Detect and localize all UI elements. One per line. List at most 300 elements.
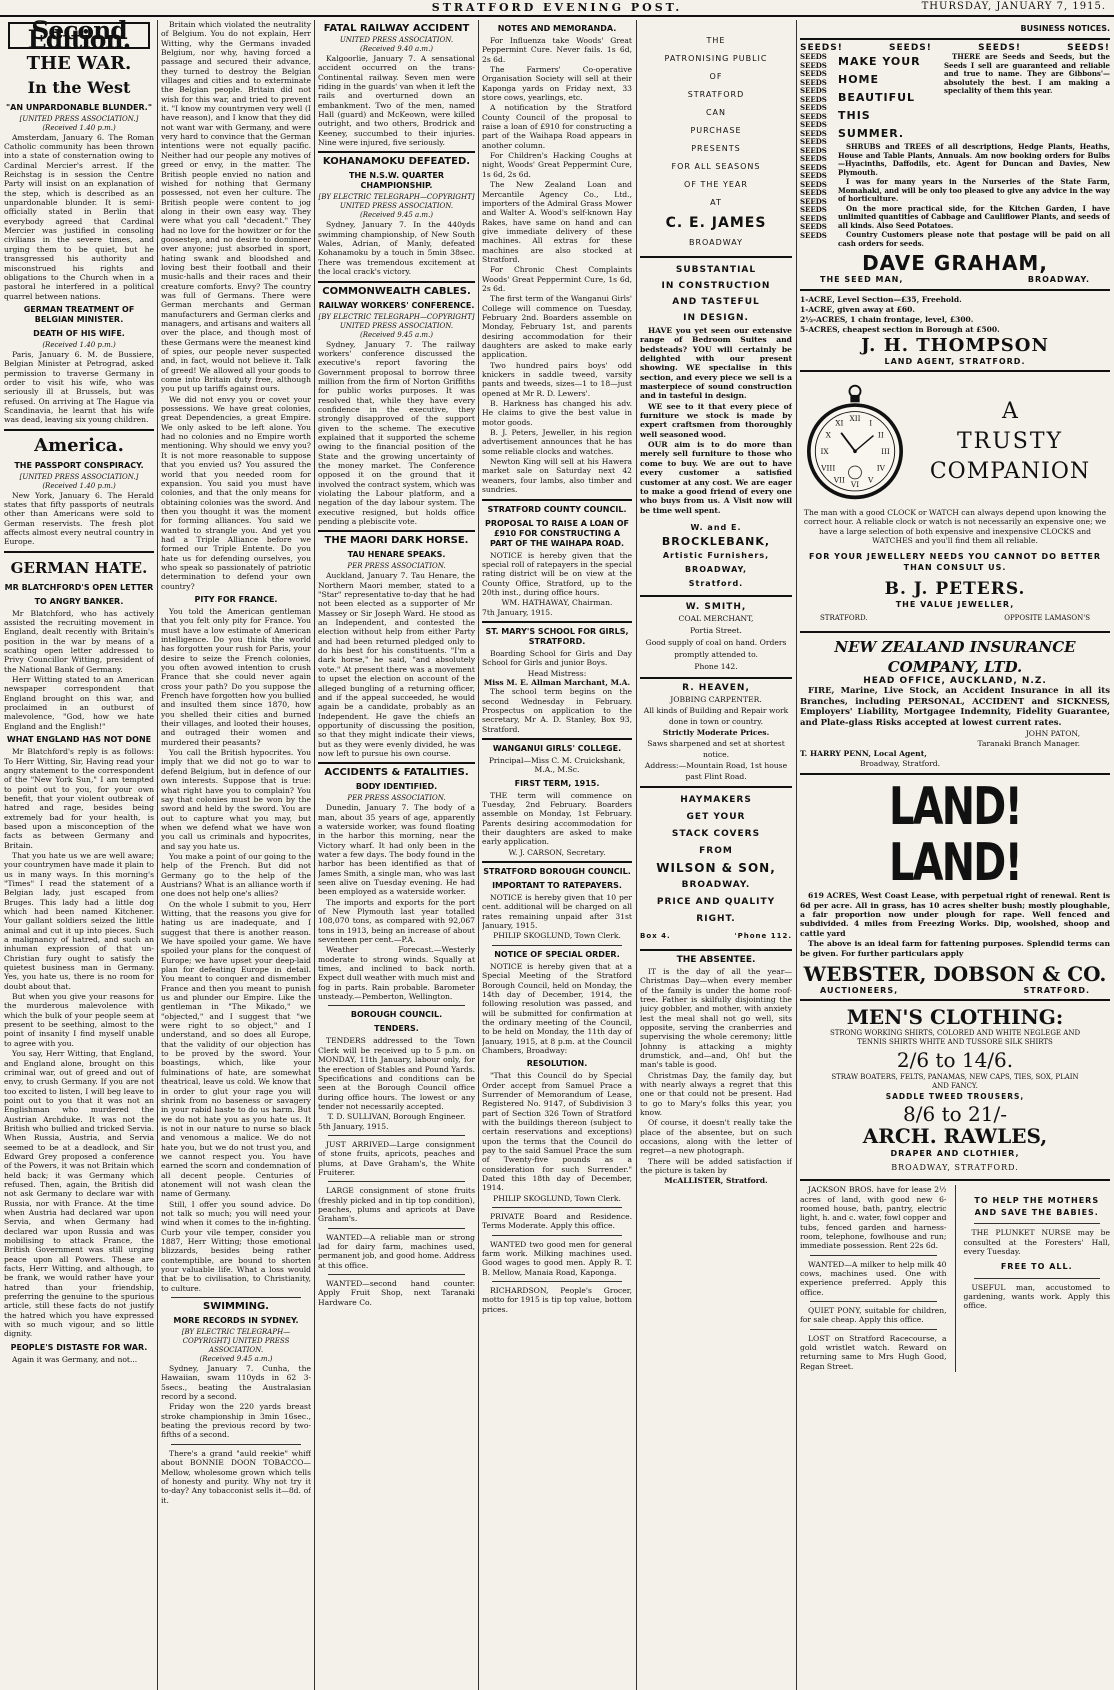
subheading: "AN UNPARDONABLE BLUNDER."	[5, 102, 152, 112]
lot-line: 5-ACRES, cheapest section in Borough at £500.	[800, 324, 1000, 334]
article-paragraph: Paris, January 6. M. de Bussiere, Belgian Minister at Petrograd, asked permission to traverse Germany in order to visit his wife, who was seriously ill at Brussels, but was refused. On arriving at The Hague via Scandinavia, he learnt that his wife was dead, leaving six young children.	[4, 349, 154, 425]
article-paragraph: On the whole I submit to you, Herr Witting, that the reasons you give for hating us are inadequate, and I suggest that there is another reason. We have spoiled your game. We have spoiled your plans for the conquest of Europe; we have upset your deep-laid plan for defeating Europe in detail. You meant to conquer and dismember France and then you meant to punish us and plunder our Empire. Like the gentleman in "The Mikado," we "objected," and I suggest that "we were right to so object," and I understand, and so does all Europe, that the validity of our objection has to be proved by the sword. Your boastings, which, like your fulminations of hate, are somewhat theatrical, leave us cold. We know that in order to glut your rage you will shrink from no baseness or savagery in your rabid haste to do us harm. But we do not hate you as you hate us. It is not in our nature to nurse so black and venomous a malice. We do not hate you, but we do not trust you, and we cannot respect you. You have earned the scorn and condemnation of all decent people. Centuries of atonement will not wash clean the name of Germany.	[161, 899, 311, 1199]
ad-line: OF	[709, 72, 723, 81]
thompson-sub: LAND AGENT, STRATFORD.	[884, 356, 1026, 366]
ad-line: Phone 142.	[694, 661, 738, 671]
divider	[800, 631, 1110, 633]
ad-line: PRICE AND QUALITY	[656, 896, 776, 907]
business-notices-header: BUSINESS NOTICES.	[1020, 24, 1110, 33]
ad-line: COMPANION	[929, 459, 1091, 485]
subheading: STRATFORD BOROUGH COUNCIL.	[483, 867, 631, 877]
press-credit: [UNITED PRESS ASSOCIATION.]	[19, 472, 139, 481]
headline-accidents: ACCIDENTS & FATALITIES.	[324, 767, 469, 779]
column-4	[482, 20, 632, 1690]
lot-line: 2½-ACRES, 1 chain frontage, level, £300.	[800, 314, 974, 324]
divider	[4, 551, 154, 553]
seeds-word: SEEDS	[800, 69, 827, 79]
notice-paragraph: NOTICE is hereby given that at a Special Meeting of the Stratford Borough Council, held on Monday, the 14th day of December, 1914, the following resolution was passed, and will be submitted for confirmation at the ordinary meeting of the Council, to be held on Monday, the 11th day of January, 1915, at 8 p.m. at the Council Chambers, Broadway:	[482, 961, 632, 1055]
svg-text:VII: VII	[833, 475, 845, 485]
ad-line: JOHN PATON,	[1025, 729, 1080, 739]
notice-date: 7th January, 1915.	[482, 607, 553, 617]
ad-line: W. and E.	[690, 522, 742, 532]
ad-line: TRUSTY	[956, 429, 1064, 455]
seeds-word: SEEDS	[800, 205, 827, 215]
ad-line: SUBSTANTIAL	[675, 265, 757, 275]
trousers-price: 8/6 to 21/-	[903, 1102, 1007, 1127]
nz-insurance-agent: T. HARRY PENN, Local Agent,	[800, 749, 927, 759]
ad-line: CAN	[705, 108, 727, 117]
divider	[974, 1223, 1101, 1224]
article-paragraph: Kalgoorlie, January 7. A sensational accident occurred on the trans-Continental railway. Seven men were riding in the guards' van when it left the rails and overturned down an embankment. Two of the men, named Hall (guard) and McKeown, were killed outright, and two others, Brodrick and Keeney, succumbed to their injuries. Nine were injured, five seriously.	[318, 54, 475, 148]
ad-line: OPPOSITE LAMASON'S	[1004, 613, 1090, 622]
signature: PHILIP SKOGLUND, Town Clerk.	[493, 1193, 621, 1203]
divider	[328, 1005, 465, 1006]
seeds-word: SEEDS	[800, 188, 827, 198]
ad-line: IN CONSTRUCTION	[661, 281, 771, 291]
notice-date: 5th January, 1915.	[318, 1121, 389, 1131]
substantial-headline	[640, 262, 792, 326]
masthead-date: THURSDAY, JANUARY 7, 1915.	[921, 1, 1106, 12]
divider	[492, 1281, 622, 1282]
ad-line: BROADWAY.	[681, 879, 751, 890]
seeds-word: SEEDS	[800, 154, 827, 164]
divider	[328, 1274, 465, 1275]
ad-line: BROADWAY,	[684, 564, 748, 574]
lot-line: 1-ACRE, given away at £60.	[800, 304, 915, 314]
subheading: Head Mistress:	[527, 668, 587, 678]
signature: WM. HATHAWAY, Chairman.	[501, 598, 613, 608]
ad-line: STACK COVERS	[671, 828, 761, 839]
mens-trousers: SADDLE TWEED TROUSERS,	[885, 1092, 1025, 1102]
received-time: (Received 9.45 a.m.)	[359, 211, 434, 220]
divider	[800, 773, 1110, 775]
ad-line: Saws sharpened and set at shortest notice.	[647, 738, 785, 759]
divider	[171, 1297, 301, 1298]
seeds-word: SEEDS	[800, 120, 827, 130]
divider	[482, 499, 632, 501]
nz-insurance-paragraph: FIRE, Marine, Live Stock, an Accident Insurance in all its Branches, including PERSONAL, ACCIDENT and SICKNESS, Employers' Liability, Mortgagee Indemnity, Fidelity Guarantee, and Plate-glass Risks accepted at lowest current rates.	[800, 686, 1110, 728]
divider	[974, 1278, 1101, 1279]
mens-price: 2/6 to 14/6.	[896, 1048, 1014, 1073]
ad-line: All kinds of Building and Repair work done in town or country.	[643, 705, 789, 726]
divider	[328, 1228, 465, 1229]
ad-line: STRATFORD	[687, 90, 745, 99]
seeds-word: SEEDS	[800, 77, 827, 87]
notice-paragraph: TENDERS addressed to the Town Clerk will be received up to 5 p.m. on MONDAY, 11th January, labour only, for the erection of Stables and Pound Yards. Specifications and conditions can be seen at the Borough Council office during office hours. The lowest or any tender not necessarily accepted.	[318, 1036, 475, 1111]
photographer-name: McALLISTER, Stratford.	[664, 1176, 768, 1186]
note-paragraph: For Influenza take Woods' Great Peppermint Cure. Never fails. 1s 6d, 2s 6d.	[482, 36, 632, 64]
press-credit: [BY ELECTRIC TELEGRAPH—COPYRIGHT] UNITED PRESS ASSOCIATION.	[318, 312, 475, 330]
press-credit: PER PRESS ASSOCIATION.	[347, 562, 446, 571]
divider	[482, 738, 632, 740]
ad-line: BROADWAY.	[1027, 275, 1090, 285]
divider	[328, 1135, 465, 1136]
seeds-word: SEEDS	[800, 103, 827, 113]
seeds-ad	[800, 53, 1110, 249]
divider	[640, 677, 792, 679]
subheading: TAU HENARE SPEAKS.	[347, 550, 446, 560]
received-time: (Received 9.45 a.m.)	[359, 330, 434, 339]
ad-paragraph: Christmas Day, the family day, but with nearly always a regret that this one or that could not be present. Had to go to Mary's folks this year, you know.	[640, 1070, 792, 1118]
trusty-companion-ad	[800, 376, 1110, 508]
seeds-left-column	[800, 53, 838, 249]
ad-line: PRESENTS	[691, 144, 741, 153]
headline-the-war: THE WAR.	[26, 52, 132, 74]
subheading: TENDERS.	[374, 1024, 419, 1034]
ad-paragraph: Of course, it doesn't really take the place of the absentee, but on such occasions, along with the letter of regret—a new photograph.	[640, 1118, 792, 1156]
classified-ad: LARGE consignment of stone fruits (freshly picked and in tip top condition), peaches, plums and apricots at Dave Graham's.	[318, 1186, 475, 1224]
advertiser-name: R. HEAVEN,	[682, 682, 750, 693]
received-time: (Received 9.45 a.m.)	[199, 1355, 273, 1364]
small-ads-left	[800, 1185, 947, 1372]
article-paragraph: Mr Blatchford, who has actively assisted the recruiting movement in England, dealt recently with Britain's position in the war by means of a scathing open letter addressed to Privy Councillor Witting, president of the National Bank of Germany.	[4, 608, 154, 674]
seeds-word: SEEDS	[800, 52, 827, 62]
column-2	[161, 20, 311, 1690]
ad-line: THE	[706, 36, 726, 45]
subheading: MORE RECORDS IN SYDNEY.	[173, 1316, 299, 1326]
seeds-word: SEEDS	[800, 222, 827, 232]
headline-maori-dark-horse: THE MAORI DARK HORSE.	[324, 535, 469, 547]
article-paragraph: Amsterdam, January 6. The Roman Catholic community has been thrown into a state of consternation owing to Cardinal Mercier's arrest. If the Reichstag is in session the Centre Party will insist on an explanation of the step, which is described as an unpardonable blunder. It is semi-officially stated in Berlin that everybody agreed that Cardinal Mercier was justified in consoling civilians in the severe times, and urging them to be quiet, but he transgressed his authority and misconstrued his rights and obligations to the Church when in a pastoral he interfered in a political quarrel between nations.	[4, 132, 154, 301]
ad-line: AT	[710, 198, 722, 207]
rawles-sub: DRAPER AND CLOTHIER,	[890, 1149, 1020, 1159]
ad-line: COAL MERCHANT,	[678, 613, 754, 623]
subheading: PEOPLE'S DISTASTE FOR WAR.	[10, 1342, 148, 1352]
signature: T. D. SULLIVAN, Borough Engineer.	[327, 1112, 466, 1122]
subheading: PROPOSAL TO RAISE A LOAN OF £910 FOR CONSTRUCTING A PART OF THE WAIHAPA ROAD.	[484, 518, 630, 548]
press-credit: UNITED PRESS ASSOCIATION.	[339, 36, 454, 44]
divider	[4, 429, 154, 431]
ad-line: STRATFORD.	[1023, 985, 1090, 995]
divider	[482, 861, 632, 863]
advertiser-name: C. E. JAMES	[665, 215, 767, 231]
press-credit: [BY ELECTRIC TELEGRAPH—COPYRIGHT] UNITED PRESS ASSOCIATION.	[181, 1328, 291, 1355]
headline-in-the-west: In the West	[27, 77, 131, 97]
nz-insurance-sub: HEAD OFFICE, AUCKLAND, N.Z.	[863, 676, 1047, 687]
svg-text:V: V	[868, 475, 874, 485]
seeds-paragraph: Country Customers please note that postage will be paid on all cash orders for seeds.	[838, 230, 1110, 248]
ad-paragraph: WE see to it that every piece of furniture we stock is made by expert craftsmen from thoroughly well seasoned wood.	[640, 401, 792, 439]
divider	[810, 1301, 937, 1302]
divider	[492, 1235, 622, 1236]
ad-line: A	[1002, 399, 1018, 425]
divider	[318, 530, 475, 532]
advertiser-street: BROADWAY	[688, 238, 744, 247]
ad-line: GET YOUR	[686, 811, 746, 822]
svg-text:XI: XI	[835, 418, 844, 428]
svg-text:II: II	[877, 430, 884, 440]
ad-line: STRATFORD.	[820, 613, 868, 622]
headline-kahanamoku: KOHANAMOKU DEFEATED.	[322, 156, 471, 168]
seeds-top	[838, 53, 1110, 143]
column-6	[800, 20, 1110, 1690]
ad-paragraph: OUR aim is to do more than merely sell furniture to those who come to buy. We are out to have every customer a satisfied customer at any cost. We are eager to make a good friend of every one who buys from us. A Visit now will be time well spent.	[640, 440, 792, 515]
article-paragraph: You told the American gentleman that you felt only pity for France. You must have a low estimate of American intelligence. Do you think the world has forgotten your rush for Paris, your desire to seize the French colonies, you often avowed intention to crush France that she could never again cross your path? Do you suppose the French have forgotten how you bullied and insulted them since 1870, how you shelled their cities and burned their villages, and looted their houses, and outraged their women and murdered their peasants?	[161, 606, 311, 747]
notice-paragraph: THE term will commence on Tuesday, 2nd February. Boarders assemble on Monday, 1st February. Parents desiring accommodation for their daughters are asked to make early application.	[482, 790, 632, 847]
head-mistress: Miss M. E. Allman Marchant, M.A.	[483, 677, 631, 687]
divider	[171, 1444, 301, 1445]
seeds-slogan: MAKE YOUR HOME BEAUTIFUL THIS SUMMER.	[838, 55, 921, 141]
subheading: PITY FOR FRANCE.	[194, 594, 278, 604]
land-paragraph: The above is an ideal farm for fattening purposes. Splendid terms can be given. For further particulars apply	[800, 939, 1110, 958]
headline-notes: NOTES AND MEMORANDA.	[497, 24, 617, 33]
land-lots	[800, 295, 1110, 335]
column-rule	[636, 20, 637, 1690]
peters-address	[800, 610, 1110, 627]
divider	[640, 256, 792, 258]
ad-line: PATRONISING PUBLIC	[664, 54, 768, 63]
subheading: TO ANGRY BANKER.	[34, 596, 124, 606]
divider	[800, 999, 1110, 1001]
article-paragraph: You call the British hypocrites. You imply that we did not go to war to defend Belgium, but in defence of our own interests. Suppose that is true: what right have you to complain? You say that colonies must be won by the sword and held by the sword. You are out to capture what you may, but when we defend what we have won you call us criminals and hypocrites, and say you hate us.	[161, 748, 311, 851]
ad-line: AND TASTEFUL	[672, 297, 760, 307]
dave-graham-name: DAVE GRAHAM,	[862, 251, 1048, 276]
note-paragraph: B. J. Peters, Jeweller, in his region advertisement announces that he has some reliable clocks and watches.	[482, 428, 632, 456]
subheading: NOTICE OF SPECIAL ORDER.	[494, 949, 620, 959]
classified-ad: JACKSON BROS. have for lease 2½ acres of land, with good new 6-roomed house, bath, pantry, electric light, h. and c. water, fowl copper and tubs, fenced garden and harness-room, telephone, fowlhouse and run; immediate possession. Rent 22s 6d.	[800, 1185, 947, 1251]
note-paragraph: Newton King will sell at his Hawera market sale on Saturday next 42 weaners, four lambs, also timber and sundries.	[482, 457, 632, 495]
notice-paragraph: NOTICE is hereby given that 10 per cent. additional will be charged on all rates remaining unpaid after 31st January, 1915.	[482, 893, 632, 931]
seeds-paragraph: I was for many years in the Nurseries of the State Farm, Momahaki, and will be only too pleased to give any advice in the way of horticulture.	[838, 177, 1110, 204]
divider	[482, 621, 632, 623]
trusty-headline	[910, 397, 1110, 487]
plunket-paragraph: THE PLUNKET NURSE may be consulted at the Foresters' Hall, every Tuesday.	[963, 1228, 1110, 1256]
masthead-title: STRATFORD EVENING POST.	[431, 1, 683, 14]
webster-name: WEBSTER, DOBSON & CO.	[803, 961, 1107, 986]
ad-paragraph: There will be added satisfaction if the picture is taken by	[640, 1156, 792, 1176]
ad-line: Stratford.	[688, 578, 744, 588]
article-paragraph: Still, I offer you sound advice. Do not talk so much; you will need your wind when it comes to the in-fighting. Curb your vile temper, consider you 1887, Herr Witting; those emotional blizzards, besides being rather contemptible, are bound to shorten your valuable life. What a loss would that be to civilisation, to Christianity, to culture.	[161, 1199, 311, 1293]
dave-graham-sub	[800, 275, 1110, 284]
article-paragraph: Sydney, January 7. In the 440yds swimming championship, of New South Wales, Adrian, of Manly, defeated Kohanamoku by a touch in 5min 38sec. There was tremendous excitement at the local crack's victory.	[318, 220, 475, 277]
article-paragraph: Sydney, January 7. Cunha, the Hawaiian, swam 110yds in 62 3-5secs., beating the Australasian record by a second.	[161, 1364, 311, 1402]
seeds-word: SEEDS	[800, 171, 827, 181]
classified-ad: WANTED—A reliable man or strong lad for dairy farm, machines used, permanent job, and good home. Address at this office.	[318, 1232, 475, 1270]
press-credit: [BY ELECTRIC TELEGRAPH—COPYRIGHT] UNITED PRESS ASSOCIATION.	[318, 193, 475, 211]
ad-line: Strictly Moderate Prices.	[662, 727, 770, 737]
seeds-word: SEEDS	[800, 179, 827, 189]
press-credit: [UNITED PRESS ASSOCIATION.]	[19, 114, 139, 123]
note-paragraph: The first term of the Wanganui Girls' College will commence on Tuesday, February 2nd. Boarders assemble on Monday, February 1st, and parents desiring accommodation for their daughters are asked to make early application.	[482, 294, 632, 360]
rawles-name: ARCH. RAWLES,	[862, 1124, 1048, 1149]
subheading: BODY IDENTIFIED.	[355, 782, 438, 792]
box-number: Box 4.	[640, 931, 671, 940]
note-paragraph: B. Harkness has changed his adv. He claims to give the best value in motor goods.	[482, 399, 632, 427]
trusty-paragraph: The man with a good CLOCK or WATCH can always depend upon knowing the correct hour. A reliable clock or watch is not necessarily an expensive one; we have a large selection of both expensive and inexpensive CLOCKS and WATCHES and you'll find them all reliable.	[803, 508, 1107, 546]
classified-ad: USEFUL man, accustomed to gardening, wants work. Apply this office.	[963, 1282, 1110, 1311]
seeds-word: SEEDS	[800, 128, 827, 138]
divider	[810, 1329, 937, 1330]
article-paragraph: Auckland, January 7. Tau Henare, the Northern Maori member, stated to a "Star" representative to-day that he had not been elected as a supporter of Mr Massey or Sir Joseph Ward. He stood as an Independent, and contested the election without help from either Party and had been returned pledged only to do his best for his constituents. "I'm a dark horse," he said, "and absolutely vote." At present there was a movement to upset the election on account of the alleged bungling of a returning officer, and if the appeal succeeded, he would again be a candidate, probably as an Independent. He gave the chiefs an opportunity of discussing the position, so that they might indicate their views, but as they were evenly divided, he was now left to pursue his own course.	[318, 571, 475, 758]
subheading: STRATFORD COUNTY COUNCIL.	[487, 504, 627, 514]
subheading: RAILWAY WORKERS' CONFERENCE.	[318, 300, 475, 310]
ad-line: Address:—Mountain Road, 1st house past Flint Road.	[644, 760, 788, 781]
divider	[492, 945, 622, 946]
ad-line: Artistic Furnishers,	[662, 550, 770, 560]
nz-insurance-name: NEW ZEALAND INSURANCE COMPANY, LTD.	[834, 638, 1076, 677]
article-paragraph: Dunedin, January 7. The body of a man, about 35 years of age, apparently a waterside worker, was found floating in the harbor this morning, near the Victory wharf. It had only been in the water a few days. The body found in the harbor has been identified as that of James Smith, a single man, who was last seen alive on Tuesday evening. He had been employed as a waterside worker.	[318, 803, 475, 897]
contact-row	[640, 928, 792, 945]
ad-paragraph: HAVE you yet seen our extensive range of Bedroom Suites and bedsteads? YOU will certainly be delighted with our present showing. WE specialise in this section, and every piece we sell is a masterpiece of sound construction and in tasteful in design.	[640, 326, 792, 401]
article-paragraph: Again it was Germany, and not...	[12, 1354, 138, 1364]
seeds-label: SEEDS!	[1067, 43, 1110, 53]
divider	[800, 1179, 1110, 1181]
nz-insurance-agent-addr: Broadway, Stratford.	[860, 759, 941, 769]
svg-text:VI: VI	[850, 480, 860, 490]
divider	[492, 1207, 622, 1208]
mens-paragraph: STRAW BOATERS, FELTS, PANAMAS, NEW CAPS, TIES, SOX, PLAIN AND FANCY.	[831, 1073, 1079, 1091]
advertiser-name: WILSON & SON,	[656, 860, 776, 875]
ad-line: Good supply of coal on hand. Orders promptly attended to.	[645, 637, 787, 659]
heaven-ad	[640, 683, 792, 782]
subheading: WHAT ENGLAND HAS NOT DONE	[6, 735, 152, 745]
land-paragraph: 619 ACRES, West Coast Lease, with perpetual right of renewal. Rent is 6d per acre. All in grass, has 10 acres shelter bush; mostly ploughable, a fair proportion now under plough for rape. Well fenced and subdivided. 4 miles from Freezing Works. Dip, woolshed, shoop and cattle yard	[800, 891, 1110, 938]
column-1	[4, 20, 154, 1690]
divider	[800, 370, 1110, 372]
ad-line: PURCHASE	[690, 126, 742, 135]
ad-paragraph: IT is the day of all the year—Christmas Day—when every member of the family is under the home roof-tree. Father is skilfully disjointing the juicy gobbler, and mother, with anxiety lest the meal shall not go well, sits opposite, serving the cranberries and supervising the whole ceremony; little Johnny is attacking a mighty drumstick, and—and, Oh! but the man's table is good.	[640, 966, 792, 1070]
seeds-paragraph: On the more practical side, for the Kitchen Garden, I have unlimited quantities of Cabbage and Cauliflower Plants, and seeds of all kinds. Also Seed Potatoes.	[838, 203, 1110, 230]
seeds-body	[838, 53, 1110, 249]
note-paragraph: Two hundred pairs boys' odd knickers in saddle tweed, varsity pants and tweeds, sizes—1 to 18—just opened at Mr R. D. Lewers'.	[482, 360, 632, 398]
seeds-word: SEEDS	[800, 230, 827, 240]
mens-paragraph: STRONG WORKING SHIRTS, COLORED AND WHITE NEGLEGE AND TENNIS SHIRTS WHITE AND TUSSORE SILK SHIRTS	[829, 1029, 1081, 1047]
press-credit: PER PRESS ASSOCIATION.	[347, 794, 446, 803]
webster-sub	[800, 986, 1110, 995]
signature: W. J. CARSON, Secretary.	[508, 847, 606, 857]
seeds-word: SEEDS	[800, 145, 827, 155]
nz-insurance-signature	[800, 729, 1110, 749]
article-paragraph: Herr Witting stated to an American newspaper correspondent that England brought on this war, and proclaimed in an outburst of malevolence, "God, how we hate England and the English!"	[4, 675, 154, 731]
seeds-word: SEEDS	[800, 137, 827, 147]
divider	[640, 949, 792, 951]
ad-line: THE SEED MAN,	[820, 275, 904, 285]
rawles-address: BROADWAY, STRATFORD.	[891, 1163, 1019, 1173]
classified-ad: QUIET PONY, suitable for children, for sale cheap. Apply this office.	[800, 1305, 947, 1325]
divider	[318, 151, 475, 153]
ad-line: FOR ALL SEASONS	[671, 162, 761, 171]
subheading: ST. MARY'S SCHOOL FOR GIRLS, STRATFORD.	[485, 626, 629, 646]
classified-ad: WANTED two good men for general farm work. Milking machines used. Good wages to good men. Apply R. T. B. Mellow, Manaia Road, Kaponga.	[482, 1239, 632, 1277]
column-rule	[314, 20, 315, 1690]
peters-sub: THE VALUE JEWELLER,	[895, 600, 1015, 610]
divider	[328, 1181, 465, 1182]
column-rule	[955, 1185, 956, 1372]
ad-line: Taranaki Branch Manager.	[977, 739, 1080, 749]
seeds-paragraph: SHRUBS and TREES of all descriptions, Hedge Plants, Heaths, House and Table Plants, Annuals. Am now booking orders for Bulbs—Hyacinths, Daffodils, etc. Agent for Duncan and Davies, New Plymouth.	[838, 142, 1110, 177]
second-edition-banner: Second Edition.	[8, 22, 150, 49]
divider	[800, 289, 1110, 291]
classified-ad: RICHARDSON, People's Grocer, motto for 1915 is tip top value, bottom prices.	[482, 1286, 632, 1314]
column-rule	[796, 20, 797, 1690]
ad-line: OF THE YEAR	[684, 180, 748, 189]
subheading: THE N.S.W. QUARTER CHAMPIONSHIP.	[348, 171, 445, 191]
land-headline: LAND! LAND!	[888, 777, 1022, 894]
note-paragraph: The Farmers' Co-operative Organisation Society will sell at their Kaponga yards on Friday next, 33 store cows, yearlings, etc.	[482, 65, 632, 103]
subheading: FIRST TERM, 1915.	[514, 778, 600, 788]
ad-line: JOBBING CARPENTER.	[670, 694, 762, 704]
article-paragraph: We did not envy you or covet your possessions. We have great colonies, great Dependencies, a great Empire. We only asked to be left alone. You had no colonies and no Empire worth mentioning. Why should we envy you? It is not more reasonable to suppose that you envied us? You assured the world that you needed room for expansion. You said you must have colonies, and that the only means for obtaining colonies was the sword. And then you thought it was the moment for forming alliances. You said we wanted to strangle you. And yet you had a Triple Alliance before we formed our Triple Entente. Do you hate us for defending ourselves, you who speak so passionately of patriotic determination to defend your own country?	[161, 394, 311, 591]
seeds-word: SEEDS	[800, 86, 827, 96]
seeds-word: SEEDS	[800, 196, 827, 206]
article-paragraph: New York, January 6. The Herald states that fifty passports of neutrals other than Americans were sold to German reservists. The fresh plot affects almost every neutral country in Europe.	[4, 490, 154, 547]
classified-ad: JUST ARRIVED—Large consignment of stone fruits, apricots, peaches and plums, at Dave Graham's, the White Fruiterer.	[318, 1139, 475, 1177]
received-time: (Received 1.40 p.m.)	[42, 481, 116, 490]
peters-name: B. J. PETERS.	[884, 579, 1026, 600]
seeds-label: SEEDS!	[889, 43, 932, 53]
masthead-rule	[0, 15, 1114, 17]
james-ad	[640, 32, 792, 252]
classified-ad: PRIVATE Board and Residence. Terms Moderate. Apply this office.	[482, 1212, 632, 1231]
masthead	[0, 0, 1114, 16]
svg-text:XII: XII	[849, 413, 861, 423]
ad-line: FROM	[699, 845, 733, 856]
divider	[640, 595, 792, 597]
signature: PHILIP SKOGLUND, Town Clerk.	[493, 931, 621, 941]
svg-text:X: X	[825, 430, 831, 440]
note-paragraph: For Chronic Chest Complaints Woods' Great Peppermint Cure, 1s 6d, 2s 6d.	[482, 265, 632, 293]
subheading: THE PASSPORT CONSPIRACY.	[14, 460, 144, 470]
classified-ad: WANTED—second hand counter. Apply Fruit Shop, next Taranaki Hardware Co.	[318, 1279, 475, 1307]
subheading: GERMAN TREATMENT OF BELGIAN MINISTER.	[23, 304, 135, 324]
article-paragraph: Sydney, January 7. The railway workers' conference discussed the executive's report favoring the Government proposal to borrow three million from the firm of Norton Griffiths for public works purposes. It was resolved that, while they have every confidence in the executive, they strongly disapproved of the support given to the scheme. The executive explained that it supported the scheme owing to the financial position of the State and the growing uncertainty of the money market. The Conference opposed it on the ground that it involved the contract system, which was violating the Labour platform, and a negation of the day labour system. The executive resigned, but holds office pending a plebiscite vote.	[318, 339, 475, 527]
ad-line: HAYMAKERS	[680, 794, 752, 805]
small-ads-row	[800, 1185, 1110, 1372]
seeds-word: SEEDS	[800, 94, 827, 104]
notice-paragraph: "That this Council do by Special Order accept from Samuel Prace a Surrender of Memorandum of Lease, Registered No. 9147, of Subdivision 3 part of Section 326 Town of Stratford with the buildings thereon (subject to certain reservations and exceptions) upon the terms that the Council do pay to the said Samuel Prace the sum of Twenty-five pounds as a consideration for such Surrender." Dated this 18th day of December, 1914.	[482, 1071, 632, 1193]
pocket-watch-icon	[800, 382, 910, 502]
advertiser-name: W. SMITH,	[685, 601, 747, 612]
svg-text:III: III	[881, 447, 890, 457]
subheading: MR BLATCHFORD'S OPEN LETTER	[4, 582, 154, 592]
svg-text:VIII: VIII	[821, 463, 836, 473]
article-paragraph: Weather Forecast.—Westerly moderate to strong winds. Squally at times, and inclined to back north. Expect dull weather with much mist and fog in parts. Rain probable. Barometer unsteady.—Pemberton, Wellington.	[318, 945, 475, 1002]
svg-text:I: I	[869, 418, 873, 428]
ad-line: AUCTIONEERS,	[820, 985, 899, 995]
divider	[318, 281, 475, 283]
subheading: DEATH OF HIS WIFE.	[33, 328, 125, 338]
seeds-word: SEEDS	[800, 111, 827, 121]
seeds-word: SEEDS	[800, 60, 827, 70]
column-rule	[157, 20, 158, 1690]
seeds-label: SEEDS!	[800, 43, 843, 53]
divider	[800, 38, 1110, 40]
headline-fatal-railway: FATAL RAILWAY ACCIDENT	[323, 23, 470, 34]
svg-text:IV: IV	[876, 463, 885, 473]
column-rule	[478, 20, 479, 1690]
subheading: WANGANUI GIRLS' COLLEGE.	[492, 744, 622, 753]
seeds-word: SEEDS	[800, 162, 827, 172]
free-to-all: FREE TO ALL.	[1000, 1262, 1073, 1272]
article-paragraph: But when you give your reasons for the murderous malevolence with which the bulk of your people seem at present to be seething, almost to the point of insanity I find myself unable to agree with you.	[4, 992, 154, 1048]
received-time: (Received 1.40 p.m.)	[42, 340, 116, 349]
phone-number: 'Phone 112.	[734, 931, 792, 940]
subheading: IMPORTANT TO RATEPAYERS.	[492, 881, 622, 891]
ad-line: RIGHT.	[696, 913, 736, 924]
tobacco-ad: There's a grand "auld reekie" whiff about BONNIE DOON TOBACCO—Mellow, wholesome grown which tells of honesty and purity. Why not try it to-day? Any tobacconist sells it—8d. of it.	[161, 1448, 311, 1505]
divider	[810, 1255, 937, 1256]
brocklebank-block	[640, 521, 792, 591]
subheading: RESOLUTION.	[526, 1059, 588, 1069]
seeds-word: SEEDS	[800, 213, 827, 223]
note-paragraph: A notification by the Stratford County Council of the proposal to raise a loan of £910 for constructing a part of the Waihapa Road appears in another column.	[482, 103, 632, 150]
classified-ad: WANTED—A milker to help milk 40 cows, machines used. One with experience preferred. Apply this office.	[800, 1259, 947, 1297]
article-paragraph: Britain which violated the neutrality of Belgium. You do not explain, Herr Witting, why the Germans invaded Belgium, nor why, having forced a passage and secured their advance, they turned to destroy the Belgian villages and cities and to exterminate the Belgian people. Britain did not wish for this war, and tried to prevent it. "I know my countrymen very well (I have reason), and I know that they did not want war with Germany, and were very hard to convince that the German intentions were not equally pacific. Neither had our people any motives of greed or envy, in the matter. The British people envied no nation and wished for nothing that Germany possessed, not even her culture. The British people were content to jog along in their own easy way. They were what you call "decadent." They had no love for the howitzer or for the goosestep, and no desire to domineer over anyone; just absorbed in sport, hating swank and bloodshed and loving best their football and their music-halls and their races and their creature comforts. Envy? The country was full of Germans. There were German merchants and German manufacturers and German clerks and managers, and artisans and waiters all over the place, and though most of these Germans were the meanest kind of spies, our people never suspected and, in fact, would not believe it. Talk of greed! We allowed all your goods to come into Britain duty free, although you put up tariffs against ours.	[161, 20, 311, 394]
advertiser-name: BROCKLEBANK,	[661, 534, 771, 548]
small-ads-right	[964, 1185, 1111, 1372]
svg-text:IX: IX	[820, 447, 829, 457]
subheading: BOROUGH COUNCIL.	[350, 1010, 443, 1020]
